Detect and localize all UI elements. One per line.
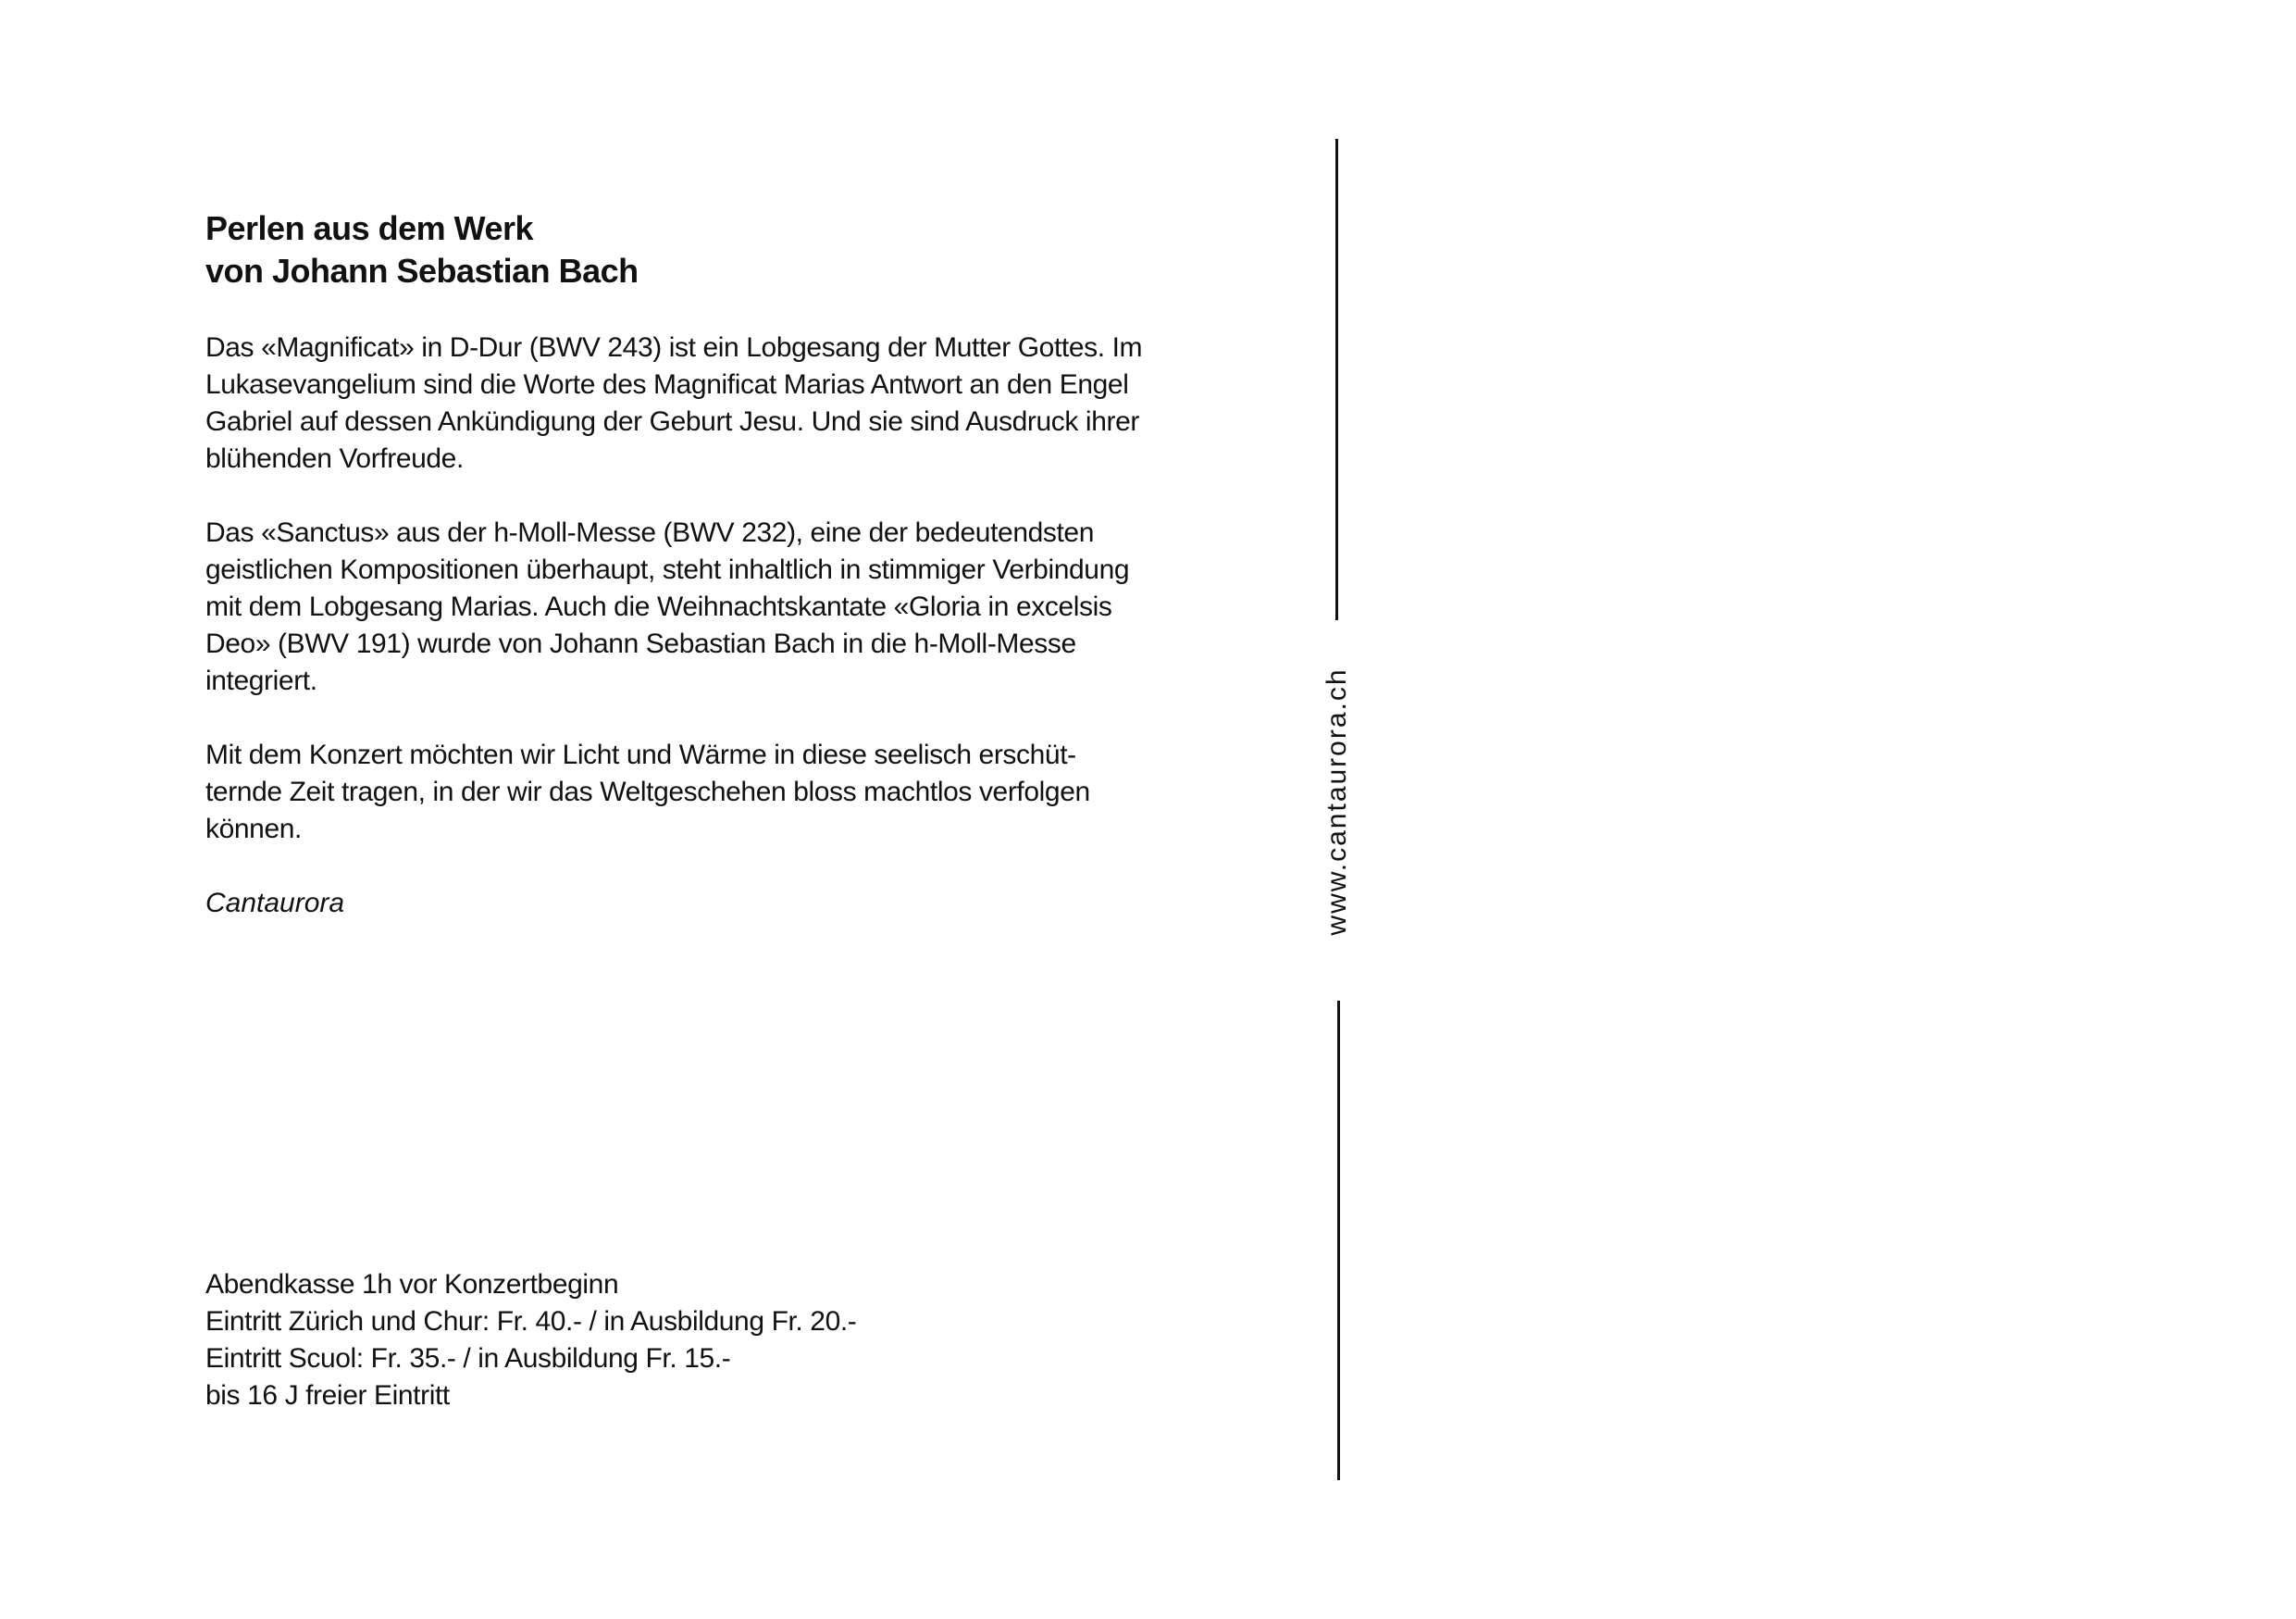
paragraph-magnificat: [205, 330, 1242, 478]
vertical-divider-top: [1335, 139, 1338, 620]
paragraph-line: ternde Zeit tragen, in der wir das Weltgeschehen bloss machtlos verfolgen: [205, 777, 1090, 807]
page-title: [205, 207, 1242, 293]
vertical-divider-bottom: [1337, 1001, 1340, 1480]
title-line-2: von Johann Sebastian Bach: [205, 252, 639, 290]
paragraph-line: Das «Magnificat» in D-Dur (BWV 243) ist ein Lobgesang der Mutter Gottes. Im: [205, 332, 1143, 363]
ticket-info-line: Eintritt Zürich und Chur: Fr. 40.- / in Ausbildung Fr. 20.-: [205, 1306, 857, 1337]
signature: Cantaurora: [205, 888, 345, 918]
paragraph-line: Mit dem Konzert möchten wir Licht und Wärme in diese seelisch erschüt-: [205, 740, 1076, 770]
paragraph-line: integriert.: [205, 666, 317, 696]
paragraph-line: können.: [205, 814, 302, 844]
paragraph-line: mit dem Lobgesang Marias. Auch die Weihnachtskantate «Gloria in excelsis: [205, 592, 1112, 622]
website-url: www.cantaurora.ch: [1322, 667, 1352, 936]
main-text-column: [205, 207, 1242, 922]
ticket-info-line: Abendkasse 1h vor Konzertbeginn: [205, 1269, 619, 1300]
paragraph-line: Gabriel auf dessen Ankündigung der Geburt Jesu. Und sie sind Ausdruck ihrer: [205, 406, 1139, 437]
paragraph-line: Lukasevangelium sind die Worte des Magnificat Marias Antwort an den Engel: [205, 369, 1129, 400]
paragraph-konzert: [205, 737, 1242, 848]
title-line-1: Perlen aus dem Werk: [205, 209, 533, 247]
paragraph-line: Das «Sanctus» aus der h-Moll-Messe (BWV 232), eine der bedeutendsten: [205, 517, 1094, 548]
paragraph-sanctus: [205, 515, 1242, 700]
ticket-info: [205, 1266, 856, 1414]
paragraph-line: geistlichen Kompositionen überhaupt, steht inhaltlich in stimmiger Verbindung: [205, 554, 1130, 585]
paragraph-line: blühenden Vorfreude.: [205, 443, 464, 474]
paragraph-line: Deo» (BWV 191) wurde von Johann Sebastian Bach in die h-Moll-Messe: [205, 629, 1076, 659]
ticket-info-line: bis 16 J freier Eintritt: [205, 1380, 450, 1411]
ticket-info-line: Eintritt Scuol: Fr. 35.- / in Ausbildung Fr. 15.-: [205, 1343, 731, 1374]
